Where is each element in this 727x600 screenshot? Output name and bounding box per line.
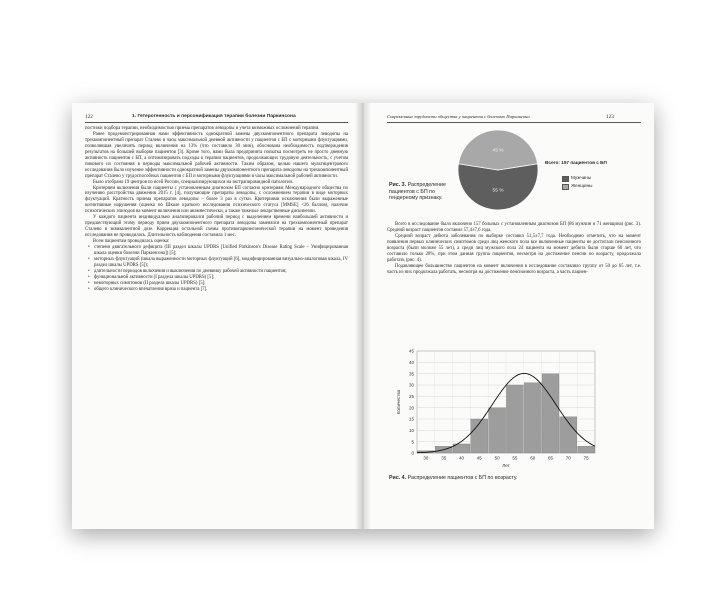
- paragraph: Подавляющее большинство пациентов на момент включения в исследование составляло группу от 50 до 65 лет, т.е. часть из них продолжала работать, несмотря на достижение пенсионного возраста, а часть пациен-: [387, 263, 641, 275]
- x-tick-label: 60: [530, 455, 536, 461]
- histogram-bar: [578, 446, 595, 453]
- y-tick-label: 10: [408, 427, 414, 433]
- paragraph: Всем пациентам проводилась оценка:: [93, 239, 170, 245]
- fig3-caption: [389, 182, 451, 202]
- x-tick-label: 70: [565, 455, 571, 461]
- left-page: [72, 103, 363, 529]
- y-tick-label: 15: [408, 416, 414, 422]
- histogram-bar: [489, 408, 506, 453]
- fig4-caption: [389, 475, 629, 482]
- legend-swatch: [562, 176, 569, 182]
- gender-pie-chart: [453, 125, 543, 215]
- fig4-caption-text: Распределение пациентов с БП по возрасту.: [407, 475, 518, 481]
- histogram-bar: [524, 383, 541, 453]
- left-body-text: [85, 126, 348, 293]
- assessment-list: [85, 245, 348, 293]
- y-tick-label: 35: [408, 371, 414, 377]
- legend-label: Мужчины: [571, 175, 592, 180]
- list-item: • моторных флуктуаций (шкала выраженности моторных флуктуаций [6], модифицированная визуально-аналоговая шкала, IV раздел шкалы UPDRS [5]);: [94, 257, 348, 269]
- right-page: [363, 103, 654, 529]
- y-tick-label: 40: [408, 359, 414, 365]
- list-item: • общего клинического впечатления врача и пациента [7].: [94, 287, 348, 293]
- legend-label: Женщины: [571, 183, 593, 188]
- pie-slice: [458, 164, 538, 210]
- x-tick-label: 30: [423, 455, 429, 461]
- left-running-head: 1. Гетерогенность и персонификация терапии болезни Паркинсона: [132, 114, 296, 119]
- y-tick-label: 45: [408, 348, 414, 354]
- right-page-number: 123: [606, 114, 614, 120]
- y-tick-label: 20: [408, 405, 414, 411]
- y-tick-label: 0: [411, 450, 414, 456]
- pie-value-label: 45 %: [492, 148, 504, 154]
- pie-value-label: 55 %: [492, 188, 504, 194]
- x-tick-label: 40: [458, 455, 465, 461]
- paragraph: Ранее продемонстрированная нами эффективность однократной замены двухкомпонентного препарата леводопы на трехкомпонентный препарат Сталево в часы максимальной дневной активности у пациентов с БП с моторными флуктуациями, позволившая увеличить период включения на 13% (что составило 30 мин), обоснована необходимость подтверждения результатов на большей выборке пациентов [3]. Кроме того, нами была предпринята попытка посмотреть не просто дневную активность пациентов с БП, а оптимизировать подходы к терапии пациентов, продолжающих трудовую деятельность, с учетом пикового их состояния в периоды максимальной рабочей активности. Таким образом, целью нашего мультицентрового исследования было изучение эффективности однократной замены двухкомпонентного препарата леводопы на трехкомпонентный препарат Сталево у трудоспособных пациентов с БП и моторными флуктуациями в часы максимальной рабочей активности.: [85, 131, 348, 179]
- paragraph: Всего в исследование было включено 157 больных с установленным диагнозом БП (86 мужчин и 71 женщина) (рис. 3). Средний возраст пациентов составил 57,4±7,6 года.: [387, 222, 641, 233]
- right-body-text: [387, 222, 641, 276]
- paragraph: Критерием включения были пациенты с установленным диагнозом БП согласно критериям Международного общества по изучению расстройства движения 2015 г. [4], получающие препараты леводопы, с осложнением терапии в виде моторных флуктуаций. Кратность приема препаратов леводопы – более 3 раз в сутки. Критериями исключения были выраженные когнитивные нарушения (оценка по Шкале краткого исследования психического статуса [MMSE] <26 баллов), наличие психотических эпизодов на момент включения или анамнестически, а также тяжелые лекарственные дискинезии.: [85, 185, 348, 215]
- x-tick-label: 35: [441, 455, 447, 461]
- fig3-caption-text: Распределение пациентов с БП по гендерному признаку.: [389, 182, 446, 202]
- y-axis-label: Количество: [396, 389, 401, 415]
- paragraph: Было отобрано 19 центров по всей России, специализирующихся на экстрапирамидной патологии.: [93, 179, 294, 185]
- pie-total-label: Всего: 157 пациентов с БП: [545, 160, 607, 165]
- age-histogram: [393, 343, 613, 483]
- list-item: • степени двигательного дефицита (III раздел шкалы UPDRS [Unified Parkinson's Disease Rating Scale – Унифицированная шкала оценки болезни Паркинсона]) [5];: [94, 245, 348, 257]
- histogram-bar: [471, 419, 488, 453]
- paragraph: постижи подбора терапии, необходимостью приема препаратов леводопы и учета возможных осложнений терапии.: [85, 126, 320, 131]
- histogram-bar: [542, 374, 559, 453]
- list-item: • функциональной активности (I раздела шкалы UPDRS) [5];: [94, 275, 348, 281]
- paragraph: У каждого пациента индивидуально анализировался рабочий период с выделением времени наибольшей активности и предшествующий этому периоду прием двухкомпонентного препарата леводопы заменялся на трехкомпонентный препарат Сталево в эквивалентной дозе. Коррекция остальной схемы противопаркинсонической терапии на момент проведения исследования не проводилась. Длительность наблюдения составила 1 мес.: [85, 215, 348, 239]
- list-item: • длительности периодов включения и выключения по дневнику рабочей активности пациентов;: [94, 269, 348, 275]
- y-tick-label: 25: [408, 393, 414, 399]
- x-tick-label: 65: [547, 455, 554, 461]
- right-running-head: Современные трудности общества у пациентов с болезнью Паркинсона: [387, 114, 530, 119]
- fig4-caption-label: Рис. 4.: [389, 475, 407, 481]
- x-axis-label: Лет: [502, 463, 510, 468]
- header-rule: [387, 122, 641, 123]
- x-tick-label: 45: [476, 455, 482, 461]
- histogram-bar: [506, 385, 523, 453]
- fig3-caption-label: Рис. 3.: [389, 182, 407, 188]
- y-tick-label: 30: [408, 382, 414, 388]
- header-rule: [85, 122, 348, 123]
- x-tick-label: 55: [512, 455, 518, 461]
- book-spread: [72, 103, 654, 529]
- y-tick-label: 5: [411, 439, 414, 445]
- paragraph: Средний возраст дебюта заболевания по выборке составил 51,5±7,7 года. Необходимо отметить, что на момент появления первых клинических симптомов среди лиц женского пола все включенные пациенты не достигали пенсионного возраста (были моложе 55 лет), а среди лиц мужского пола 24 пациента на момент дебюта были старше 60 лет, что составило только 28%, при этом данная группа пациентов, несмотря на достижение пенсии по возрасту, продолжала работать (рис. 4).: [387, 233, 641, 263]
- x-tick-label: 75: [583, 455, 589, 461]
- x-tick-label: 50: [494, 455, 500, 461]
- left-page-number: 122: [85, 114, 93, 120]
- list-item: • немоторных симптомов (II раздела шкалы UPDRS) [5];: [94, 281, 348, 287]
- legend-swatch: [562, 184, 569, 190]
